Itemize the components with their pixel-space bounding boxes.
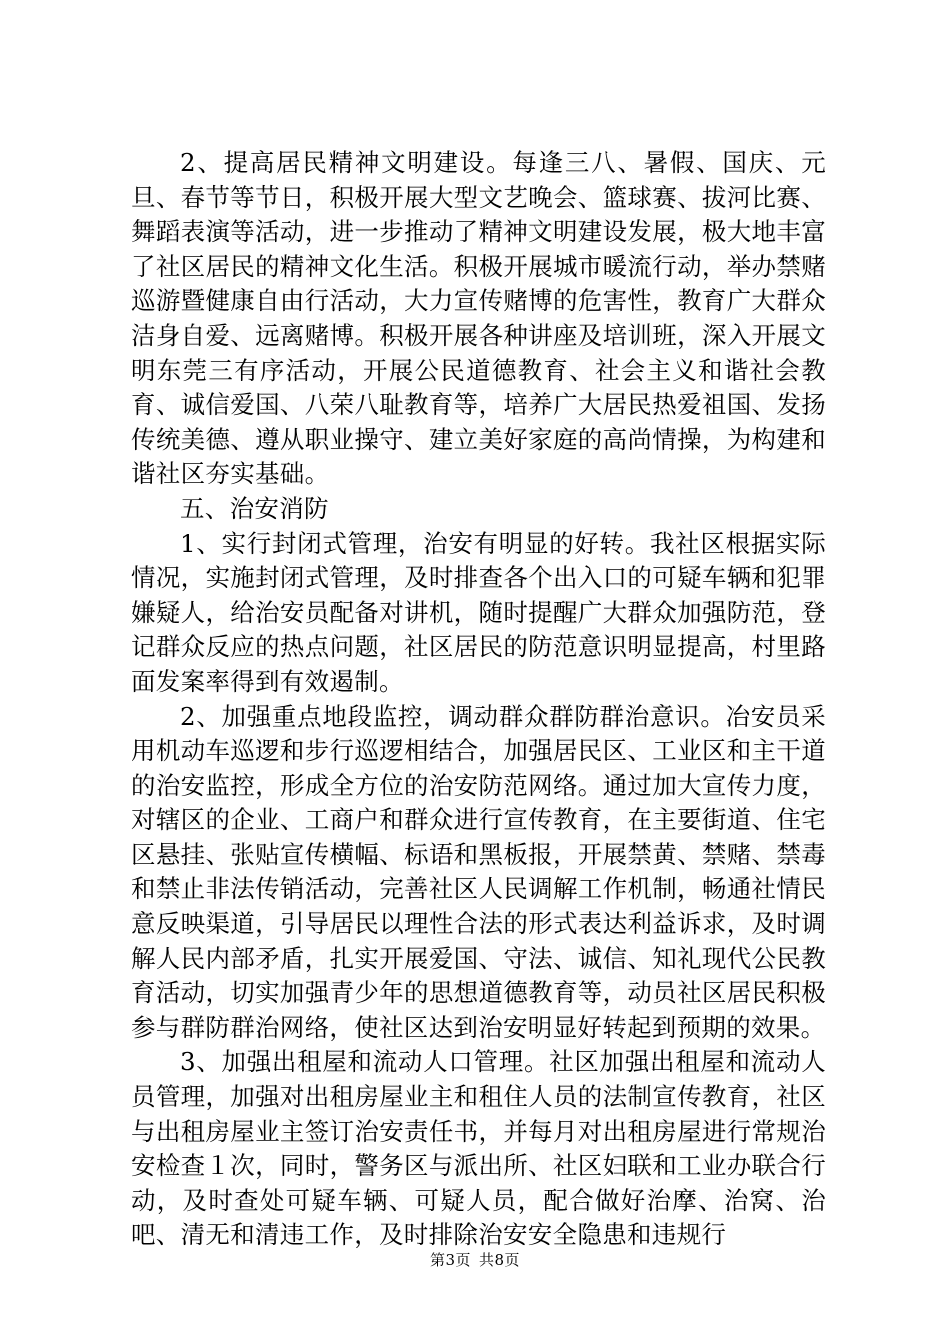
paragraph-civilization: 2、提高居民精神文明建设。每逢三八、暑假、国庆、元旦、春节等节日，积极开展大型文艺晚会、篮球赛、拔河比赛、舞蹈表演等活动，进一步推动了精神文明建设发展，极大地丰富了社区居民的精神文化生活。积极开展城市暖流行动，举办禁赌巡游暨健康自由行活动，大力宣传赌博的危害性，教育广大群众洁身自爱、远离赌博。积极开展各种讲座及培训班，深入开展文明东莞三有序活动，开展公民道德教育、社会主义和谐社会教育、诚信爱国、八荣八耻教育等，培养广大居民热爱祖国、发扬传统美德、遵从职业操守、建立美好家庭的高尚情操，为构建和谐社区夯实基础。	[131, 148, 826, 489]
page-number-current: 第3页	[429, 1251, 471, 1269]
section-heading-public-security: 五、治安消防	[180, 493, 329, 523]
paragraph-closed-management: 1、实行封闭式管理，治安有明显的好转。我社区根据实际情况，实施封闭式管理，及时排查各个出入口的可疑车辆和犯罪嫌疑人，给治安员配备对讲机，随时提醒广大群众加强防范，登记群众反应的热点问题，社区居民的防范意识明显提高，村里路面发案率得到有效遏制。	[131, 528, 826, 696]
paragraph-rental-housing: 3、加强出租屋和流动人口管理。社区加强出租屋和流动人员管理，加强对出租房屋业主和租住人员的法制宣传教育，社区与出租房屋业主签订治安责任书，并每月对出租房屋进行常规治安检查１次，同时，警务区与派出所、社区妇联和工业办联合行动，及时查处可疑车辆、可疑人员，配合做好治摩、治窝、治吧、清无和清违工作，及时排除治安安全隐患和违规行	[131, 1047, 826, 1250]
page-number-total: 共8页	[479, 1251, 521, 1269]
page-footer	[0, 1250, 950, 1270]
document-body	[131, 146, 826, 1253]
paragraph-key-area-monitoring: 2、加强重点地段监控，调动群众群防群治意识。冶安员采用机动车巡逻和步行巡逻相结合，加强居民区、工业区和主干道的治安监控，形成全方位的治安防范网络。通过加大宣传力度，对辖区的企业、工商户和群众进行宣传教育，在主要街道、住宅区悬挂、张贴宣传横幅、标语和黑板报，开展禁黄、禁赌、禁毒和禁止非法传销活动，完善社区人民调解工作机制，畅通社情民意反映渠道，引导居民以理性合法的形式表达利益诉求，及时调解人民内部矛盾，扎实开展爱国、守法、诚信、知礼现代公民教育活动，切实加强青少年的思想道德教育等，动员社区居民积极参与群防群治网络，使社区达到治安明显好转起到预期的效果。	[131, 701, 826, 1042]
